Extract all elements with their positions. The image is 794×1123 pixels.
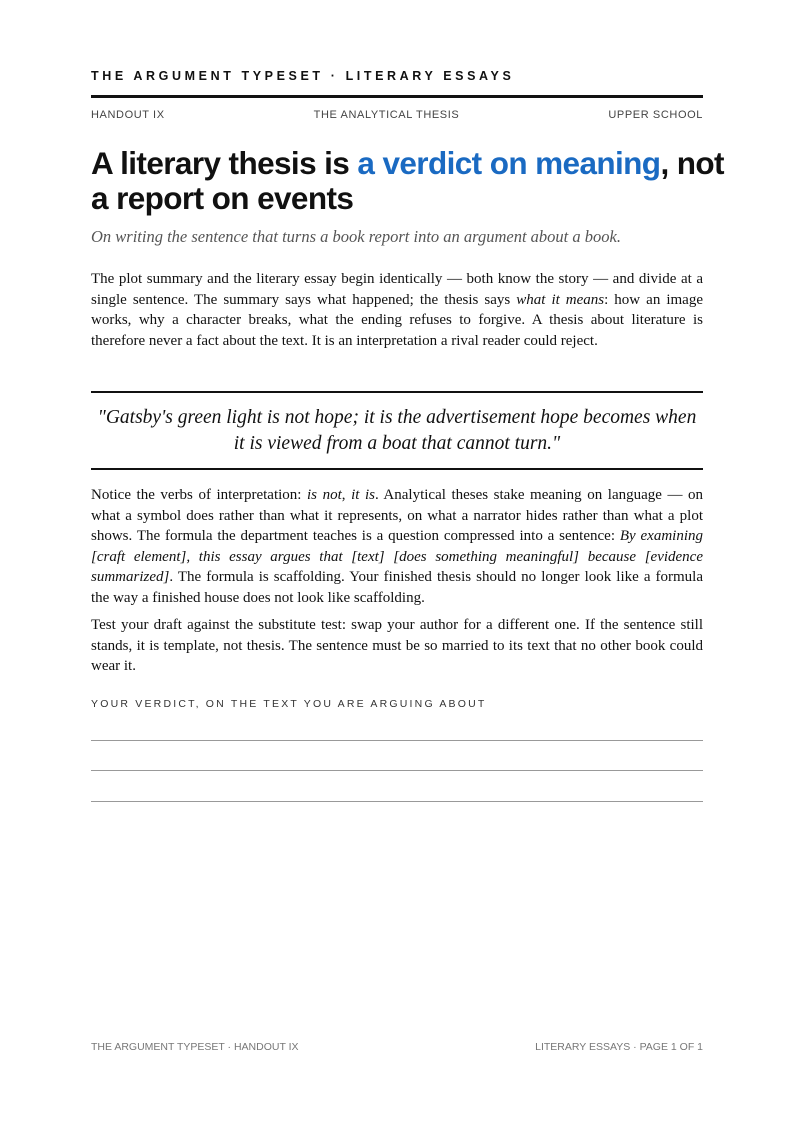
meta-row — [91, 109, 703, 121]
title-accent: a verdict on meaning — [357, 145, 661, 181]
page-title — [91, 146, 731, 216]
pullquote-rule-bottom — [91, 468, 703, 470]
handout-topic: THE ANALYTICAL THESIS — [313, 109, 460, 121]
pullquote: "Gatsby's green light is not hope; it is the advertisement hope becomes when it is viewed from a boat that cannot turn." — [97, 407, 697, 454]
para2-text-c: . Analytical theses stake meaning on language — on what a symbol does rather than what it represents, on what a narrator hides rather than what a plot shows. The formula the department teaches is a question compressed into a sentence: — [91, 487, 704, 544]
masthead-rule — [91, 95, 703, 98]
body-paragraph-3: Test your draft against the substitute test: swap your author for a different one. If the sentence still stands, it is template, not thesis. The sentence must be so married to its text that no other book could wear it. — [91, 617, 703, 674]
para2-text-d: . The formula is scaffolding. Your finished thesis should no longer look like a formula the way a finished house does not look like scaffolding. — [91, 569, 703, 606]
para1-emphasis: what it means — [516, 291, 605, 308]
masthead: THE ARGUMENT TYPESET · LITERARY ESSAYS — [91, 69, 515, 83]
para2-emphasis-1: is not — [307, 487, 342, 503]
page-footer — [91, 1041, 703, 1053]
subtitle-deck: On writing the sentence that turns a book report into an argument about a book. — [91, 227, 621, 246]
para2-emphasis-2: it is — [351, 487, 375, 503]
footer-right: LITERARY ESSAYS · PAGE 1 OF 1 — [535, 1041, 703, 1053]
pullquote-rule-top — [91, 391, 703, 393]
para2-text-b: , — [341, 487, 352, 503]
para2-formula: By examining [craft element], this essay argues that [text] [does something meaningful] because [evidence summarized] — [91, 528, 703, 585]
handout-number: HANDOUT IX — [91, 109, 165, 121]
title-part-1: A literary thesis is — [91, 145, 358, 181]
writing-line-1[interactable] — [91, 740, 703, 741]
writing-line-3[interactable] — [91, 801, 703, 802]
writing-line-2[interactable] — [91, 770, 703, 771]
para1-text-b: : how an image works, why a character breaks, what the ending refuses to forgive. A thesis about literature is therefore never a fact about the text. It is an interpretation a rival reader could reject. — [91, 291, 703, 349]
body-paragraph-1 — [91, 269, 703, 351]
audience-level: UPPER SCHOOL — [608, 109, 703, 121]
verdict-prompt-label: YOUR VERDICT, ON THE TEXT YOU ARE ARGUING ABOUT — [91, 698, 487, 710]
title-part-2: , not a report on events — [91, 145, 724, 216]
para2-text-a: Notice the verbs of interpretation: — [91, 487, 308, 503]
para1-text-a: The plot summary and the literary essay begin identically — both know the story — and divide at a single sentence. The summary says what happened; the thesis says — [91, 271, 703, 308]
body-paragraph-2 — [91, 485, 703, 608]
footer-left: THE ARGUMENT TYPESET · HANDOUT IX — [91, 1041, 299, 1053]
